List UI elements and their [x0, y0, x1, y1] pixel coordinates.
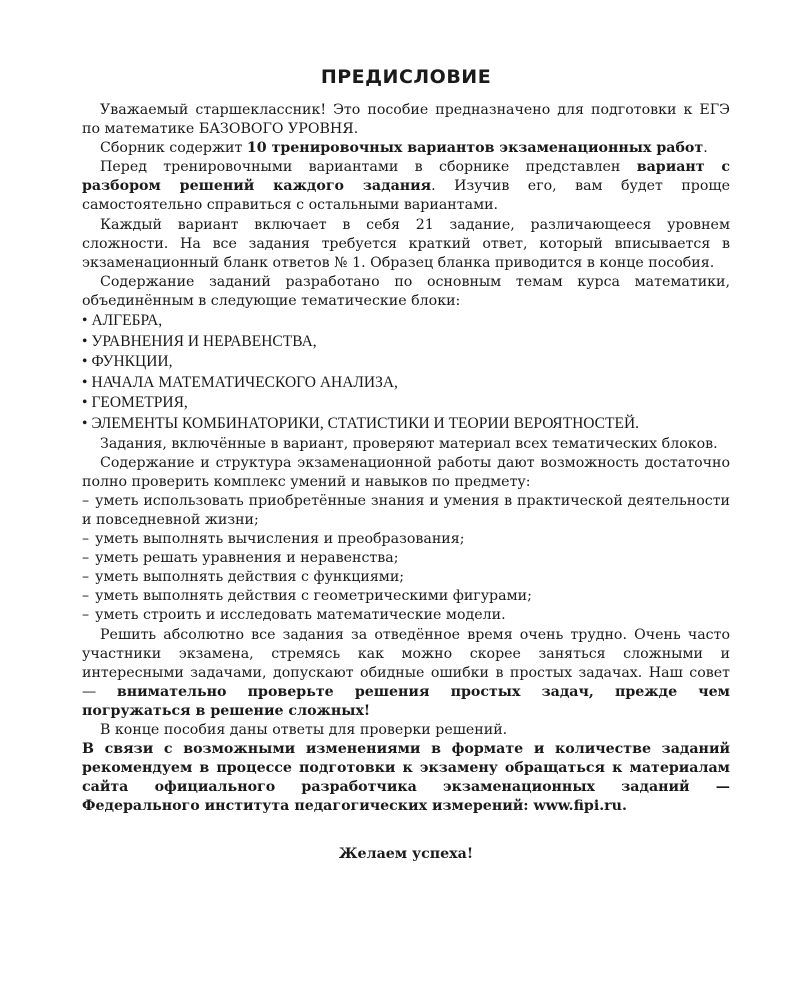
list-item — [82, 352, 730, 373]
advice-paragraph — [82, 626, 730, 721]
bullet-icon: • — [82, 394, 88, 412]
list-item-text: уметь решать уравнения и неравенства; — [95, 550, 399, 567]
list-item-text: уметь выполнять действия с функциями; — [95, 569, 405, 586]
list-item — [82, 549, 730, 568]
list-item — [82, 492, 730, 530]
sample-variant-paragraph — [82, 158, 730, 215]
paragraph-emphasis: В связи с возможными изменениями в формате и количестве заданий рекомендуем в процессе подготовки к экзамену обращаться к материалам сайта официального разработчика экзаменационных заданий — Федерального института педагогических измерений: www.fipi.ru. — [82, 741, 730, 815]
list-item-text: уметь выполнять действия с геометрическими фигурами; — [95, 588, 532, 605]
list-item — [82, 414, 730, 435]
list-item-text: ГЕОМЕТРИЯ, — [91, 394, 188, 412]
paragraph-text: Перед тренировочными вариантами в сборнике представлен — [100, 159, 637, 176]
paragraph-text: . — [703, 140, 708, 157]
paragraph-emphasis: 10 тренировочных вариантов экзаменационных работ — [246, 140, 704, 157]
list-item — [82, 568, 730, 587]
bullet-icon: • — [82, 415, 88, 432]
bullet-icon: • — [82, 373, 88, 391]
list-item-text: ФУНКЦИИ, — [91, 353, 173, 371]
list-item-text: уметь выполнять вычисления и преобразования; — [95, 531, 465, 548]
list-item-text: АЛГЕБРА, — [91, 312, 163, 330]
dash-icon: – — [82, 588, 90, 605]
collection-contents-paragraph — [82, 139, 730, 158]
intro-paragraph: Уважаемый старшеклассник! Это пособие предназначено для подготовки к ЕГЭ по математике БАЗОВОГО УРОВНЯ. — [82, 102, 730, 138]
list-item-text: уметь использовать приобретённые знания и умения в практической деятельности и повседневной жизни; — [82, 492, 730, 528]
skills-intro-paragraph: Содержание и структура экзаменационной работы дают возможность достаточно полно проверить комплекс умений и навыков по предмету: — [82, 454, 730, 490]
page-title: ПРЕДИСЛОВИЕ — [320, 66, 492, 88]
list-item — [82, 530, 730, 549]
dash-icon: – — [82, 607, 90, 624]
list-item — [82, 393, 730, 414]
list-item — [82, 587, 730, 606]
fipi-recommendation-paragraph — [82, 740, 730, 816]
paragraph-text: Решить абсолютно все задания за отведённое время очень трудно. Очень часто участники экзамена, стремясь как можно скорее заняться сложными и интересными задачами, допускают обидные ошибки в простых задачах. Наш совет — — [82, 626, 730, 700]
list-item — [82, 373, 730, 394]
closing-wish: Желаем успеха! — [338, 846, 474, 863]
coverage-paragraph: Задания, включённые в вариант, проверяют материал всех тематических блоков. — [100, 435, 718, 452]
paragraph-emphasis: вариант с разбором решений каждого задания — [82, 159, 730, 195]
topic-blocks-list — [82, 311, 730, 435]
list-item — [82, 332, 730, 353]
list-item-text: НАЧАЛА МАТЕМАТИЧЕСКОГО АНАЛИЗА, — [91, 373, 398, 391]
answers-note-paragraph: В конце пособия даны ответы для проверки решений. — [100, 722, 508, 738]
list-item-text: УРАВНЕНИЯ И НЕРАВЕНСТВА, — [91, 332, 317, 350]
list-item — [82, 606, 730, 625]
topics-intro-paragraph: Содержание заданий разработано по основным темам курса математики, объединённым в следующие тематические блоки: — [82, 273, 730, 309]
bullet-icon: • — [82, 353, 88, 371]
list-item-text: ЭЛЕМЕНТЫ КОМБИНАТОРИКИ, СТАТИСТИКИ И ТЕОРИИ ВЕРОЯТНОСТЕЙ. — [91, 415, 640, 432]
list-item — [82, 311, 730, 332]
paragraph-text: Сборник содержит — [100, 140, 247, 157]
list-item-text: уметь строить и исследовать математические модели. — [95, 607, 506, 624]
skills-list — [82, 492, 730, 626]
bullet-icon: • — [82, 332, 88, 350]
paragraph-text: . Изучив его, вам будет проще самостоятельно справиться с остальными вариантами. — [82, 178, 730, 214]
paragraph-emphasis: внимательно проверьте решения простых задач, прежде чем погружаться в решение сложных! — [82, 683, 730, 719]
dash-icon: – — [82, 492, 90, 509]
variant-structure-paragraph: Каждый вариант включает в себя 21 задание, различающееся уровнем сложности. На все задания требуется краткий ответ, который вписывается в экзаменационный бланк ответов № 1. Образец бланка приводится в конце пособия. — [82, 216, 730, 271]
bullet-icon: • — [82, 312, 88, 330]
dash-icon: – — [82, 550, 90, 567]
dash-icon: – — [82, 531, 90, 548]
dash-icon: – — [82, 569, 90, 586]
